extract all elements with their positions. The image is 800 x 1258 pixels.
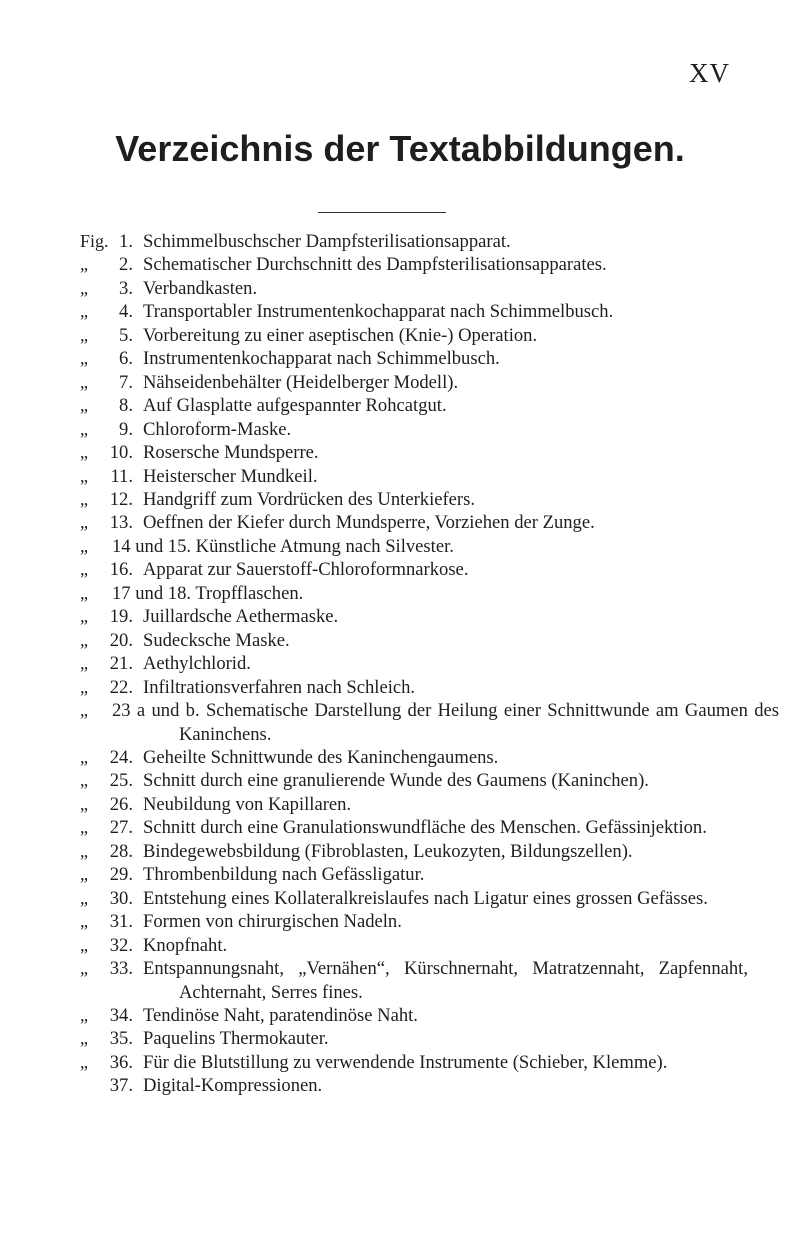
page-number: XV xyxy=(689,58,730,88)
figure-number: 20. xyxy=(109,629,133,651)
figure-prefix: „ xyxy=(80,488,88,509)
figure-caption: Infiltrationsverfahren nach Schleich. xyxy=(143,676,416,698)
figure-list xyxy=(0,230,800,1098)
figure-caption: Heisterscher Mundkeil. xyxy=(143,465,318,487)
figure-prefix: „ xyxy=(80,840,88,861)
figure-entry xyxy=(0,558,800,581)
figure-caption: Neubildung von Kapillaren. xyxy=(143,793,352,815)
figure-prefix: „ xyxy=(80,958,88,979)
figure-number: 16. xyxy=(109,559,133,581)
figure-caption: Rosersche Mundsperre. xyxy=(143,442,319,464)
figure-entry xyxy=(0,863,800,886)
figure-prefix: „ xyxy=(80,418,88,439)
figure-entry xyxy=(0,253,800,276)
figure-caption: Oeffnen der Kiefer durch Mundsperre, Vorziehen der Zunge. xyxy=(143,512,595,534)
figure-entry xyxy=(0,300,800,323)
figure-prefix: Fig. xyxy=(80,231,109,251)
figure-entry xyxy=(0,1074,800,1097)
figure-entry xyxy=(0,441,800,464)
figure-entry xyxy=(0,699,800,746)
figure-prefix: „ xyxy=(80,817,88,838)
figure-number: 35. xyxy=(109,1028,133,1050)
figure-caption: Chloroform-Maske. xyxy=(143,418,292,440)
figure-caption: Digital-Kompressionen. xyxy=(143,1075,323,1097)
figure-entry xyxy=(0,324,800,347)
figure-caption: Entstehung eines Kollateralkreislaufes nach Ligatur eines grossen Gefässes. xyxy=(143,887,708,909)
figure-entry xyxy=(0,934,800,957)
figure-prefix: „ xyxy=(80,770,88,791)
figure-caption: Formen von chirurgischen Nadeln. xyxy=(143,911,402,933)
figure-entry xyxy=(0,676,800,699)
figure-entry xyxy=(0,793,800,816)
figure-caption: Apparat zur Sauerstoff-Chloroformnarkose. xyxy=(143,559,469,581)
figure-caption: 23 a und b. Schematische Darstellung der Heilung einer Schnittwunde am Gaumen des Kaninchens. xyxy=(112,700,779,745)
figure-entry xyxy=(0,887,800,910)
figure-entry xyxy=(0,910,800,933)
figure-number: 25. xyxy=(109,770,133,792)
figure-caption: 14 und 15. Künstliche Atmung nach Silvester. xyxy=(112,535,454,557)
figure-prefix: „ xyxy=(80,864,88,885)
figure-number: 34. xyxy=(109,1004,133,1026)
figure-number: 4. xyxy=(119,301,133,323)
figure-number: 9. xyxy=(119,418,133,440)
figure-number: 5. xyxy=(119,324,133,346)
figure-number: 10. xyxy=(109,442,133,464)
figure-caption: Für die Blutstillung zu verwendende Instrumente (Schieber, Klemme). xyxy=(143,1051,668,1073)
figure-entry xyxy=(0,1027,800,1050)
figure-prefix: „ xyxy=(80,700,88,721)
figure-entry xyxy=(0,816,800,839)
figure-entry xyxy=(0,230,800,253)
figure-caption: Geheilte Schnittwunde des Kaninchengaumens. xyxy=(143,746,499,768)
figure-entry xyxy=(0,488,800,511)
figure-caption: Bindegewebsbildung (Fibroblasten, Leukozyten, Bildungszellen). xyxy=(143,840,633,862)
figure-prefix: „ xyxy=(80,793,88,814)
figure-caption: Vorbereitung zu einer aseptischen (Knie-) Operation. xyxy=(143,324,538,346)
figure-number: 7. xyxy=(119,371,133,393)
figure-entry xyxy=(0,535,800,558)
figure-entry xyxy=(0,1004,800,1027)
figure-number: 22. xyxy=(109,676,133,698)
figure-caption: Entspannungsnaht, „Vernähen“, Kürschnernaht, Matratzennaht, Zapfennaht, Achternaht, Serres fines. xyxy=(143,958,748,1003)
title-rule xyxy=(318,212,446,213)
figure-caption: Schnitt durch eine Granulationswundfläche des Menschen. Gefässinjektion. xyxy=(143,817,707,839)
figure-entry xyxy=(0,652,800,675)
figure-number: 3. xyxy=(119,277,133,299)
figure-caption: Juillardsche Aethermaske. xyxy=(143,606,339,628)
figure-caption: Instrumentenkochapparat nach Schimmelbusch. xyxy=(143,348,500,370)
figure-caption: Handgriff zum Vordrücken des Unterkiefers. xyxy=(143,488,476,510)
figure-caption: Schimmelbuschscher Dampfsterilisationsapparat. xyxy=(143,231,511,252)
figure-caption: Paquelins Thermokauter. xyxy=(143,1028,329,1050)
figure-prefix: „ xyxy=(80,324,88,345)
figure-prefix: „ xyxy=(80,254,88,275)
figure-prefix: „ xyxy=(80,934,88,955)
figure-caption: Thrombenbildung nach Gefässligatur. xyxy=(143,864,425,886)
figure-number: 13. xyxy=(109,512,133,534)
figure-caption: Verbandkasten. xyxy=(143,277,258,299)
figure-number: 37. xyxy=(109,1075,133,1097)
figure-entry xyxy=(0,629,800,652)
figure-entry xyxy=(0,746,800,769)
figure-prefix: „ xyxy=(80,911,88,932)
figure-prefix: „ xyxy=(80,629,88,650)
figure-number: 28. xyxy=(109,840,133,862)
figure-entry xyxy=(0,418,800,441)
figure-entry xyxy=(0,1051,800,1074)
figure-number: 21. xyxy=(109,653,133,675)
figure-prefix: „ xyxy=(80,746,88,767)
figure-number: 30. xyxy=(109,887,133,909)
figure-prefix: „ xyxy=(80,512,88,533)
figure-number: 24. xyxy=(109,746,133,768)
figure-caption: Schematischer Durchschnitt des Dampfsterilisationsapparates. xyxy=(143,254,607,276)
figure-entry xyxy=(0,394,800,417)
figure-prefix: „ xyxy=(80,442,88,463)
figure-number: 32. xyxy=(109,934,133,956)
figure-prefix: „ xyxy=(80,535,88,556)
figure-caption: Sudecksche Maske. xyxy=(143,629,290,651)
figure-prefix: „ xyxy=(80,653,88,674)
figure-prefix: „ xyxy=(80,1028,88,1049)
figure-prefix: „ xyxy=(80,395,88,416)
page-title: Verzeichnis der Textabbildungen. xyxy=(115,128,685,169)
figure-entry xyxy=(0,347,800,370)
figure-prefix: „ xyxy=(80,465,88,486)
figure-number: 11. xyxy=(110,465,133,487)
figure-caption: Nähseidenbehälter (Heidelberger Modell). xyxy=(143,371,459,393)
figure-caption: Tendinöse Naht, paratendinöse Naht. xyxy=(143,1004,418,1026)
figure-number: 26. xyxy=(109,793,133,815)
figure-caption: Aethylchlorid. xyxy=(143,653,251,675)
figure-prefix: „ xyxy=(80,606,88,627)
figure-prefix: „ xyxy=(80,582,88,603)
figure-prefix: „ xyxy=(80,348,88,369)
figure-number: 8. xyxy=(119,395,133,417)
figure-prefix: „ xyxy=(80,559,88,580)
figure-number: 1. xyxy=(119,231,133,252)
figure-entry xyxy=(0,511,800,534)
figure-number: 27. xyxy=(109,817,133,839)
figure-caption: Transportabler Instrumentenkochapparat nach Schimmelbusch. xyxy=(143,301,614,323)
figure-caption: Knopfnaht. xyxy=(143,934,228,956)
figure-number: 33. xyxy=(109,958,133,980)
figure-number: 6. xyxy=(119,348,133,370)
figure-prefix: „ xyxy=(80,676,88,697)
figure-prefix: „ xyxy=(80,1004,88,1025)
figure-number: 29. xyxy=(109,864,133,886)
figure-number: 36. xyxy=(109,1051,133,1073)
figure-entry xyxy=(0,277,800,300)
figure-prefix: „ xyxy=(80,887,88,908)
figure-number: 19. xyxy=(109,606,133,628)
figure-entry xyxy=(0,605,800,628)
figure-number: 12. xyxy=(109,488,133,510)
figure-entry xyxy=(0,840,800,863)
figure-prefix: „ xyxy=(80,301,88,322)
figure-caption: 17 und 18. Tropfflaschen. xyxy=(112,582,304,604)
figure-prefix: „ xyxy=(80,277,88,298)
figure-number: 2. xyxy=(119,254,133,276)
figure-entry xyxy=(0,957,800,1004)
figure-prefix: „ xyxy=(80,371,88,392)
figure-caption: Auf Glasplatte aufgespannter Rohcatgut. xyxy=(143,395,447,417)
figure-entry xyxy=(0,582,800,605)
figure-number: 31. xyxy=(109,911,133,933)
figure-entry xyxy=(0,371,800,394)
figure-prefix: „ xyxy=(80,1051,88,1072)
figure-entry xyxy=(0,769,800,792)
figure-entry xyxy=(0,465,800,488)
figure-caption: Schnitt durch eine granulierende Wunde des Gaumens (Kaninchen). xyxy=(143,770,649,792)
